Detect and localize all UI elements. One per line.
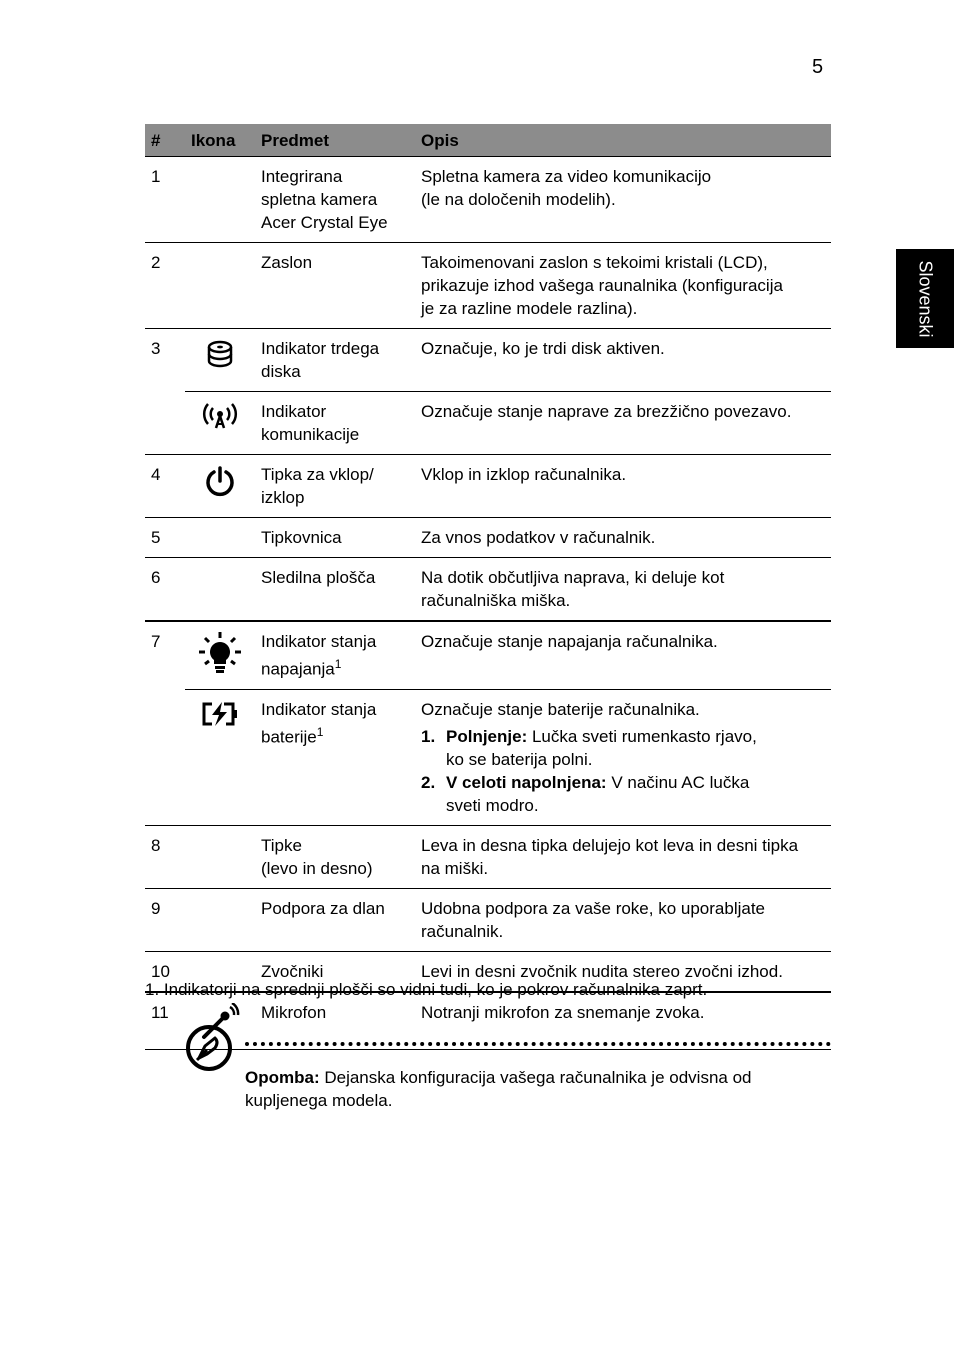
- item-name: [255, 992, 415, 1050]
- list-term: V celoti napolnjena:: [446, 772, 607, 792]
- item-name: [255, 157, 415, 243]
- description-line: je za razline modele razlina).: [421, 299, 638, 318]
- table-header: [145, 124, 831, 157]
- item-name: [255, 392, 415, 455]
- item-line: spletna kamera: [261, 190, 378, 209]
- icon-cell: [185, 243, 255, 329]
- description-line: Notranji mikrofon za snemanje zvoka.: [421, 1002, 705, 1022]
- footnote-ref: 1: [316, 724, 324, 739]
- table-row: [145, 455, 831, 518]
- row-number: 7: [145, 621, 185, 825]
- note-label: Opomba:: [245, 1068, 320, 1087]
- component-table: [145, 124, 831, 1050]
- table-row: [145, 243, 831, 329]
- row-number: 8: [145, 825, 185, 888]
- table-row: [145, 157, 831, 243]
- icon-cell: [185, 518, 255, 558]
- wireless-icon: [185, 392, 255, 455]
- language-tab: [896, 249, 954, 348]
- power-indicator-icon: [185, 621, 255, 689]
- description-line: računalnik.: [421, 921, 504, 941]
- item-name: [255, 243, 415, 329]
- row-number: 9: [145, 888, 185, 951]
- item-line: Mikrofon: [261, 1002, 327, 1022]
- item-line: Indikator stanja: [261, 699, 377, 719]
- description-line: Spletna kamera za video komunikacijo: [421, 167, 712, 186]
- list-item: [421, 771, 825, 817]
- note-icon: [185, 1024, 233, 1077]
- item-name: [255, 518, 415, 558]
- description-line: Udobna podpora za vaše roke, ko uporabljate: [421, 898, 766, 918]
- note-body: Dejanska konfiguracija vašega računalnika je odvisna od kupljenega modela.: [245, 1068, 752, 1110]
- list-number: 1.: [421, 726, 436, 746]
- item-name: [255, 689, 415, 825]
- row-number: 10: [145, 951, 185, 992]
- row-number: 1: [145, 157, 185, 243]
- table-row: [145, 689, 831, 825]
- battery-icon: [185, 689, 255, 825]
- description-line: na miški.: [421, 858, 489, 878]
- item-description: [415, 689, 831, 825]
- list-number: 2.: [421, 772, 436, 792]
- item-line: baterije: [261, 727, 317, 747]
- item-line: Indikator: [261, 402, 327, 421]
- header-number: #: [145, 124, 185, 157]
- item-line: diska: [261, 362, 301, 381]
- table-row: [145, 825, 831, 888]
- list-term: Polnjenje:: [446, 726, 528, 746]
- row-number: 5: [145, 518, 185, 558]
- note-divider: [245, 1042, 831, 1046]
- item-name: [255, 825, 415, 888]
- description-line: (le na določenih modelih).: [421, 190, 616, 209]
- icon-cell: [185, 888, 255, 951]
- description-line: računalniška miška.: [421, 591, 571, 610]
- table-row: [145, 518, 831, 558]
- item-line: Podpora za dlan: [261, 898, 385, 918]
- icon-cell: [185, 825, 255, 888]
- item-description: [415, 621, 831, 689]
- icon-cell: [185, 157, 255, 243]
- row-number: 2: [145, 243, 185, 329]
- description-line: Vklop in izklop računalnika.: [421, 465, 627, 484]
- item-description: [415, 157, 831, 243]
- item-description: [415, 518, 831, 558]
- table-row: [145, 888, 831, 951]
- list-text-cont: ko se baterija polni.: [446, 749, 593, 769]
- table-row: [145, 558, 831, 622]
- list-body: [446, 771, 749, 817]
- item-line: Tipka za vklop/: [261, 465, 374, 484]
- item-line: Integrirana: [261, 167, 343, 186]
- item-line: komunikacije: [261, 425, 360, 444]
- table-row: [145, 392, 831, 455]
- item-name: [255, 621, 415, 689]
- item-description: [415, 455, 831, 518]
- table-row: [145, 329, 831, 392]
- row-number: 3: [145, 329, 185, 455]
- page-number: 5: [812, 56, 824, 78]
- item-line: Acer Crystal Eye: [261, 213, 388, 232]
- table-row: [145, 992, 831, 1050]
- item-line: Sledilna plošča: [261, 568, 376, 587]
- item-description: [415, 392, 831, 455]
- item-name: [255, 329, 415, 392]
- row-number: 11: [145, 992, 185, 1050]
- description-line: Levi in desni zvočnik nudita stereo zvočni izhod.: [421, 961, 783, 981]
- icon-cell: [185, 558, 255, 622]
- item-line: Tipke: [261, 835, 302, 855]
- description-line: Označuje stanje baterije računalnika.: [421, 699, 700, 719]
- hard-disk-icon: [185, 329, 255, 392]
- footnote: 1. Indikatorji na sprednji plošči so vidni tudi, ko je pokrov računalnika zaprt.: [145, 980, 708, 999]
- table-row: [145, 621, 831, 689]
- item-description: [415, 825, 831, 888]
- item-description: [415, 329, 831, 392]
- list-item: [421, 725, 825, 771]
- item-description: [415, 992, 831, 1050]
- description-line: Označuje stanje napajanja računalnika.: [421, 632, 718, 651]
- status-list: [421, 725, 825, 817]
- description-line: prikazuje izhod vašega raunalnika (konfiguracija: [421, 276, 783, 295]
- list-text-cont: sveti modro.: [446, 795, 539, 815]
- item-line: Tipkovnica: [261, 528, 342, 547]
- list-body: [446, 725, 757, 771]
- description-line: Označuje stanje naprave za brezžično povezavo.: [421, 402, 792, 421]
- language-tab-label: Slovenski: [915, 259, 936, 338]
- description-line: Za vnos podatkov v računalnik.: [421, 528, 656, 547]
- item-line: Zvočniki: [261, 961, 324, 981]
- list-text: Lučka sveti rumenkasto rjavo,: [527, 726, 757, 746]
- footnote-ref: 1: [334, 657, 342, 671]
- row-number: 4: [145, 455, 185, 518]
- note: [245, 1066, 825, 1112]
- item-line: (levo in desno): [261, 858, 373, 878]
- header-description: Opis: [415, 124, 831, 157]
- item-description: [415, 888, 831, 951]
- description-line: Takoimenovani zaslon s tekoimi kristali (LCD),: [421, 253, 768, 272]
- item-line: Indikator stanja: [261, 632, 377, 651]
- item-line: Indikator trdega: [261, 339, 380, 358]
- item-name: [255, 888, 415, 951]
- item-line: izklop: [261, 488, 305, 507]
- row-number: 6: [145, 558, 185, 622]
- item-description: [415, 243, 831, 329]
- item-line: napajanja: [261, 659, 335, 679]
- item-line: Zaslon: [261, 253, 313, 272]
- description-line: Na dotik občutljiva naprava, ki deluje kot: [421, 568, 725, 587]
- list-text: V načinu AC lučka: [606, 772, 750, 792]
- description-line: Leva in desna tipka delujejo kot leva in desni tipka: [421, 835, 799, 855]
- header-icon: Ikona: [185, 124, 255, 157]
- item-name: [255, 558, 415, 622]
- power-icon: [185, 455, 255, 518]
- description-line: Označuje, ko je trdi disk aktiven.: [421, 339, 665, 358]
- item-description: [415, 558, 831, 622]
- item-name: [255, 455, 415, 518]
- header-item: Predmet: [255, 124, 415, 157]
